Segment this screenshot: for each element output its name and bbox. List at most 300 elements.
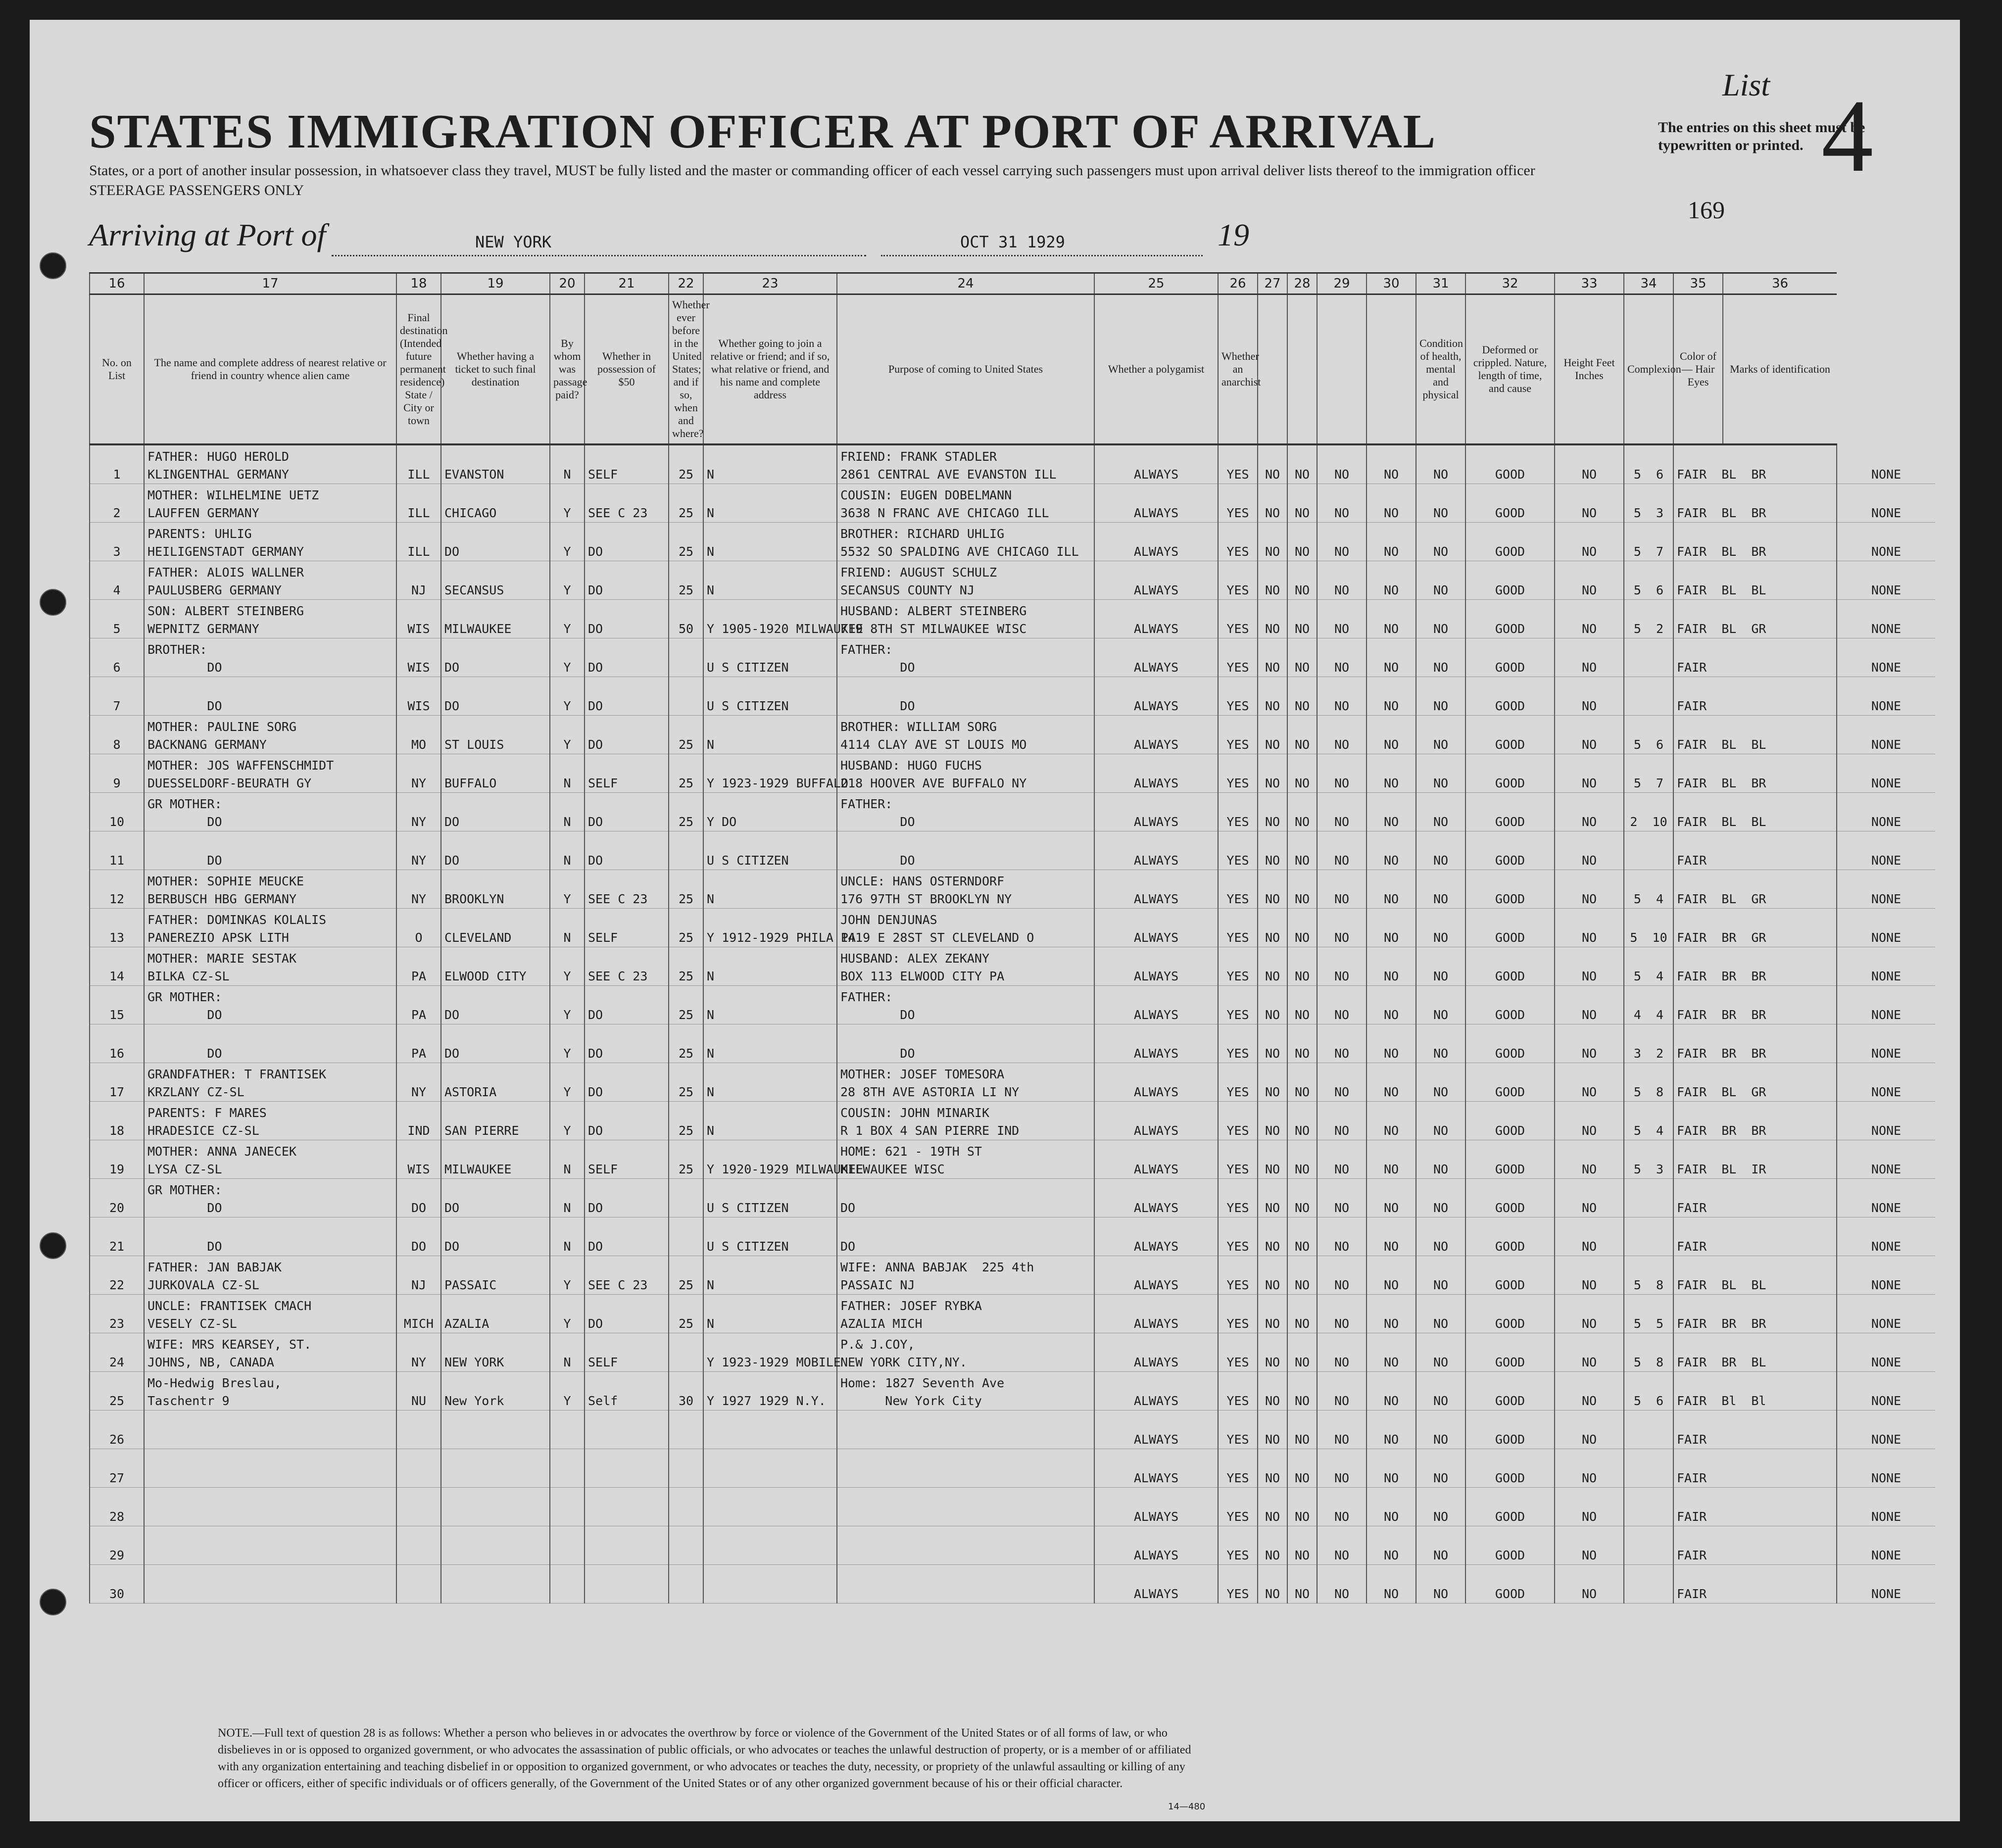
table-row [90,1410,1935,1449]
cell-relative: MOTHER: SOPHIE MEUCKE BERBUSCH HBG GERMANY [144,870,396,909]
cell-relative: GR MOTHER: DO [144,1179,396,1217]
cell-q27: NO [1287,1217,1317,1256]
cell-height [1624,1256,1673,1295]
cell-q30: NO [1416,870,1465,909]
cell-joining: FATHER: DO [837,793,1094,831]
table-row [90,1333,1935,1372]
cell-paid: DO [585,831,669,870]
cell-ticket: N [550,444,585,484]
cell-q26: NO [1258,600,1287,638]
cell-hair: BR [1721,969,1737,983]
cell-deformed: NO [1555,523,1624,561]
cell-q26: NO [1258,484,1287,523]
cell-city: CLEVELAND [441,909,550,947]
cell-money [669,1526,703,1565]
cell-marks: NONE [1837,947,1935,986]
cell-complexion: FAIR [1677,583,1707,597]
cell-ticket: Y [550,523,585,561]
cell-q29: NO [1367,1024,1416,1063]
manifest-table [89,272,1935,1604]
cell-city: MILWAUKEE [441,1140,550,1179]
cell-state [396,1410,441,1449]
cell-q29: NO [1367,1488,1416,1526]
cell-q30: NO [1416,909,1465,947]
cell-health: GOOD [1465,484,1555,523]
cell-q26: NO [1258,561,1287,600]
cell-paid: DO [585,600,669,638]
cell-before: N [703,444,837,484]
cell-q26: NO [1258,1140,1287,1179]
cell-marks: NONE [1837,716,1935,754]
cell-money [669,831,703,870]
cell-eyes: Bl [1751,1394,1766,1408]
cell-complexion-hair-eyes [1673,1063,1837,1102]
table-row [90,600,1935,638]
cell-health: GOOD [1465,1565,1555,1604]
cell-health: GOOD [1465,986,1555,1024]
cell-joining [837,1410,1094,1449]
column-number: 29 [1317,273,1367,294]
cell-complexion: FAIR [1677,1201,1707,1215]
column-number: 27 [1258,273,1287,294]
table-row [90,947,1935,986]
cell-height [1624,947,1673,986]
cell-ticket: Y [550,1372,585,1410]
cell-q29: NO [1367,677,1416,716]
cell-money: 25 [669,909,703,947]
cell-ticket: Y [550,484,585,523]
cell-joining: WIFE: ANNA BABJAK 225 4th PASSAIC NJ [837,1256,1094,1295]
cell-health: GOOD [1465,1333,1555,1372]
column-number: 24 [837,273,1094,294]
cell-q28: NO [1317,638,1367,677]
cell-no: 6 [90,638,144,677]
cell-complexion-hair-eyes [1673,1410,1837,1449]
column-number: 18 [396,273,441,294]
cell-no: 27 [90,1449,144,1488]
cell-no: 1 [90,444,144,484]
cell-health: GOOD [1465,523,1555,561]
cell-q30: NO [1416,1449,1465,1488]
cell-q24: ALWAYS [1094,716,1218,754]
cell-q28: NO [1317,600,1367,638]
cell-q26: NO [1258,1565,1287,1604]
cell-q29: NO [1367,1179,1416,1217]
year-prefix: 19 [1218,217,1249,252]
cell-q27: NO [1287,484,1317,523]
cell-height [1624,677,1673,716]
cell-inches: 4 [1656,969,1664,983]
cell-marks: NONE [1837,754,1935,793]
cell-relative: FATHER: ALOIS WALLNER PAULUSBERG GERMANY [144,561,396,600]
cell-state: WIS [396,638,441,677]
table-row [90,716,1935,754]
table-row [90,831,1935,870]
cell-q25: YES [1218,677,1258,716]
cell-q24: ALWAYS [1094,638,1218,677]
cell-paid: SELF [585,1333,669,1372]
page-title: STATES IMMIGRATION OFFICER AT PORT OF ARRIVAL [89,105,1437,158]
cell-health: GOOD [1465,561,1555,600]
cell-q25: YES [1218,1024,1258,1063]
cell-marks: NONE [1837,600,1935,638]
cell-complexion: FAIR [1677,1085,1707,1099]
date-value: OCT 31 1929 [960,233,1065,251]
column-number: 28 [1287,273,1317,294]
cell-marks: NONE [1837,484,1935,523]
cell-no: 3 [90,523,144,561]
cell-complexion-hair-eyes [1673,444,1837,484]
cell-q30: NO [1416,638,1465,677]
cell-before: Y 1920-1929 MILWAUKEE [703,1140,837,1179]
cell-no: 9 [90,754,144,793]
cell-paid: DO [585,1179,669,1217]
cell-state: NY [396,1063,441,1102]
column-header: Condition of health, mental and physical [1416,294,1465,445]
cell-q30: NO [1416,1256,1465,1295]
cell-inches: 3 [1656,1162,1664,1176]
cell-eyes: BL [1751,1355,1766,1369]
cell-paid: DO [585,986,669,1024]
cell-eyes: BR [1751,1008,1766,1022]
cell-feet: 5 [1633,467,1641,482]
cell-q24: ALWAYS [1094,986,1218,1024]
cell-feet: 5 [1633,776,1641,790]
cell-q28: NO [1317,1372,1367,1410]
cell-q24: ALWAYS [1094,1488,1218,1526]
cell-q25: YES [1218,1102,1258,1140]
column-header: Whether a polygamist [1094,294,1218,445]
cell-complexion-hair-eyes [1673,870,1837,909]
cell-q25: YES [1218,1526,1258,1565]
cell-deformed: NO [1555,909,1624,947]
cell-money [669,677,703,716]
cell-deformed: NO [1555,677,1624,716]
cell-joining: FATHER: DO [837,638,1094,677]
cell-q25: YES [1218,1449,1258,1488]
cell-q24: ALWAYS [1094,1179,1218,1217]
column-number: 17 [144,273,396,294]
cell-city [441,1565,550,1604]
cell-q28: NO [1317,561,1367,600]
table-row [90,754,1935,793]
cell-relative: Mo-Hedwig Breslau, Taschentr 9 [144,1372,396,1410]
cell-paid: DO [585,561,669,600]
cell-q26: NO [1258,1063,1287,1102]
cell-q27: NO [1287,1372,1317,1410]
cell-height [1624,909,1673,947]
form-number: 14—480 [1168,1801,1206,1812]
cell-complexion-hair-eyes [1673,677,1837,716]
cell-before: Y 1923-1929 BUFFALO [703,754,837,793]
cell-hair: BL [1721,892,1737,906]
cell-height [1624,1179,1673,1217]
cell-marks: NONE [1837,561,1935,600]
cell-before: N [703,1102,837,1140]
cell-complexion: FAIR [1677,853,1707,868]
cell-q24: ALWAYS [1094,754,1218,793]
column-header [1258,294,1287,445]
cell-city: NEW YORK [441,1333,550,1372]
cell-marks: NONE [1837,1449,1935,1488]
cell-eyes: BL [1751,737,1766,752]
cell-no: 25 [90,1372,144,1410]
cell-paid [585,1449,669,1488]
cell-no: 28 [90,1488,144,1526]
cell-joining: HUSBAND: HUGO FUCHS 218 HOOVER AVE BUFFALO NY [837,754,1094,793]
cell-before: Y DO [703,793,837,831]
column-number: 22 [669,273,703,294]
cell-state: WIS [396,1140,441,1179]
cell-joining: MOTHER: JOSEF TOMESORA 28 8TH AVE ASTORIA LI NY [837,1063,1094,1102]
cell-deformed: NO [1555,1217,1624,1256]
cell-q25: YES [1218,484,1258,523]
cell-deformed: NO [1555,947,1624,986]
cell-relative: SON: ALBERT STEINBERG WEPNITZ GERMANY [144,600,396,638]
cell-marks: NONE [1837,909,1935,947]
footnote: NOTE.—Full text of question 28 is as follows: Whether a person who believes in or advocates the overthrow by force or violence of the Government of the United States or of all forms of law, or who disbelieves in or is opposed to organized government, or who advocates the assassination of public officials, or who advocates or teaches the unlawful destruction of property, or is a member of or affiliated with any organization entertaining and teaching disbelief in or opposition to organized government, or who advocates or teaches the duty, necessity, or propriety of the unlawful assaulting or killing of any officer or officers, either of specific individuals or of officers generally, of the Government of the United States or of any other organized government because of his or their official character. [218,1727,1191,1790]
cell-hair: BR [1721,1316,1737,1331]
cell-q28: NO [1317,1565,1367,1604]
punch-hole [40,1232,66,1259]
table-row [90,1295,1935,1333]
cell-complexion: FAIR [1677,1008,1707,1022]
cell-health: GOOD [1465,1410,1555,1449]
cell-feet: 5 [1633,544,1641,559]
cell-q27: NO [1287,909,1317,947]
cell-no: 14 [90,947,144,986]
cell-money: 25 [669,793,703,831]
cell-q27: NO [1287,1565,1317,1604]
cell-money: 25 [669,444,703,484]
cell-health: GOOD [1465,1063,1555,1102]
cell-complexion-hair-eyes [1673,1295,1837,1333]
cell-money: 25 [669,754,703,793]
cell-ticket: N [550,831,585,870]
cell-health: GOOD [1465,1526,1555,1565]
cell-health: GOOD [1465,793,1555,831]
punch-hole [40,589,66,616]
cell-health: GOOD [1465,1179,1555,1217]
cell-height [1624,1102,1673,1140]
cell-marks: NONE [1837,1256,1935,1295]
cell-complexion: FAIR [1677,1548,1707,1562]
cell-marks: NONE [1837,1410,1935,1449]
cell-q29: NO [1367,1410,1416,1449]
cell-complexion-hair-eyes [1673,754,1837,793]
cell-q28: NO [1317,1063,1367,1102]
intro-line: States, or a port of another insular possession, in whatsoever class they travel, MUST be fully listed and the master or commanding officer of each vessel carrying such passengers must upon arrival deliver lists thereof to the immigration officer [89,162,1535,179]
cell-q27: NO [1287,600,1317,638]
cell-height [1624,831,1673,870]
cell-q30: NO [1416,947,1465,986]
column-header: Marks of identification [1723,294,1837,445]
cell-before: N [703,561,837,600]
cell-feet: 5 [1633,892,1641,906]
cell-health: GOOD [1465,600,1555,638]
cell-q30: NO [1416,1488,1465,1526]
cell-health: GOOD [1465,677,1555,716]
manifest-sheet [30,20,1960,1821]
passenger-rows [90,444,1935,1604]
cell-height [1624,1526,1673,1565]
cell-q24: ALWAYS [1094,561,1218,600]
cell-before: Y 1905-1920 MILWAUKEE [703,600,837,638]
cell-complexion-hair-eyes [1673,1024,1837,1063]
cell-city: CHICAGO [441,484,550,523]
cell-before: Y 1923-1929 MOBILE [703,1333,837,1372]
cell-health: GOOD [1465,870,1555,909]
cell-inches: 6 [1656,1394,1664,1408]
cell-q25: YES [1218,1256,1258,1295]
cell-complexion: FAIR [1677,1355,1707,1369]
table-row [90,1526,1935,1565]
cell-paid: SEE C 23 [585,947,669,986]
cell-q26: NO [1258,909,1287,947]
cell-state [396,1526,441,1565]
cell-height [1624,1449,1673,1488]
cell-inches: 2 [1656,1046,1664,1061]
cell-relative: DO [144,1217,396,1256]
cell-q26: NO [1258,1217,1287,1256]
cell-q30: NO [1416,831,1465,870]
cell-paid: Self [585,1372,669,1410]
cell-feet: 5 [1633,1162,1641,1176]
cell-deformed: NO [1555,1024,1624,1063]
punch-hole [40,1589,66,1615]
cell-no: 7 [90,677,144,716]
cell-city: DO [441,677,550,716]
cell-q25: YES [1218,716,1258,754]
cell-q27: NO [1287,1526,1317,1565]
cell-q29: NO [1367,444,1416,484]
cell-complexion-hair-eyes [1673,793,1837,831]
column-header [1287,294,1317,445]
cell-q27: NO [1287,638,1317,677]
column-number: 19 [441,273,550,294]
cell-q24: ALWAYS [1094,909,1218,947]
column-number: 23 [703,273,837,294]
column-number: 34 [1624,273,1673,294]
cell-money: 25 [669,523,703,561]
cell-q27: NO [1287,1256,1317,1295]
cell-eyes: BL [1751,1278,1766,1292]
cell-money [669,1217,703,1256]
cell-city: SECANSUS [441,561,550,600]
cell-height [1624,561,1673,600]
cell-inches: 4 [1656,1123,1664,1138]
cell-eyes: BR [1751,1046,1766,1061]
cell-before: U S CITIZEN [703,1217,837,1256]
cell-q30: NO [1416,1024,1465,1063]
cell-ticket: N [550,1140,585,1179]
table-row [90,1449,1935,1488]
cell-marks: NONE [1837,1063,1935,1102]
cell-complexion: FAIR [1677,776,1707,790]
cell-state [396,1488,441,1526]
cell-q26: NO [1258,1526,1287,1565]
table-row [90,870,1935,909]
cell-city: BUFFALO [441,754,550,793]
cell-feet: 5 [1633,583,1641,597]
cell-marks: NONE [1837,831,1935,870]
cell-state: WIS [396,677,441,716]
cell-complexion: FAIR [1677,892,1707,906]
cell-complexion-hair-eyes [1673,1372,1837,1410]
cell-q26: NO [1258,870,1287,909]
cell-eyes: IR [1751,1162,1766,1176]
cell-eyes: GR [1751,1085,1766,1099]
cell-q25: YES [1218,600,1258,638]
cell-state: WIS [396,600,441,638]
cell-complexion-hair-eyes [1673,600,1837,638]
cell-q27: NO [1287,677,1317,716]
cell-complexion: FAIR [1677,1587,1707,1601]
cell-relative: MOTHER: JOS WAFFENSCHMIDT DUESSELDORF-BEURATH GY [144,754,396,793]
cell-before: N [703,1256,837,1295]
cell-city: DO [441,986,550,1024]
cell-q29: NO [1367,870,1416,909]
cell-q30: NO [1416,1372,1465,1410]
cell-city [441,1526,550,1565]
cell-q29: NO [1367,754,1416,793]
cell-q30: NO [1416,754,1465,793]
cell-q27: NO [1287,831,1317,870]
cell-q24: ALWAYS [1094,1295,1218,1333]
column-header: The name and complete address of nearest relative or friend in country whence alien came [144,294,396,445]
cell-q30: NO [1416,793,1465,831]
cell-health: GOOD [1465,1102,1555,1140]
cell-feet: 5 [1633,1123,1641,1138]
cell-joining: FATHER: JOSEF RYBKA AZALIA MICH [837,1295,1094,1333]
cell-q24: ALWAYS [1094,1217,1218,1256]
cell-complexion: FAIR [1677,1239,1707,1254]
cell-deformed: NO [1555,986,1624,1024]
cell-health: GOOD [1465,947,1555,986]
column-number: 21 [585,273,669,294]
cell-money [669,638,703,677]
cell-state: DO [396,1179,441,1217]
cell-marks: NONE [1837,1526,1935,1565]
cell-complexion: FAIR [1677,1432,1707,1447]
column-header: Height Feet Inches [1555,294,1624,445]
cell-ticket: Y [550,638,585,677]
cell-q28: NO [1317,754,1367,793]
cell-city: DO [441,523,550,561]
cell-health: GOOD [1465,754,1555,793]
cell-complexion-hair-eyes [1673,1449,1837,1488]
cell-before: N [703,947,837,986]
cell-q25: YES [1218,1295,1258,1333]
cell-before: N [703,986,837,1024]
column-number: 32 [1465,273,1555,294]
cell-q29: NO [1367,1526,1416,1565]
cell-complexion: FAIR [1677,1471,1707,1485]
cell-health: GOOD [1465,1024,1555,1063]
column-header: Whether having a ticket to such final destination [441,294,550,445]
cell-relative [144,1488,396,1526]
cell-q24: ALWAYS [1094,1024,1218,1063]
cell-relative [144,1526,396,1565]
cell-feet: 3 [1633,1046,1641,1061]
cell-q26: NO [1258,638,1287,677]
cell-joining: DO [837,1024,1094,1063]
cell-joining [837,1449,1094,1488]
cell-complexion: FAIR [1677,1162,1707,1176]
cell-no: 30 [90,1565,144,1604]
cell-state: NJ [396,1256,441,1295]
cell-q30: NO [1416,1102,1465,1140]
